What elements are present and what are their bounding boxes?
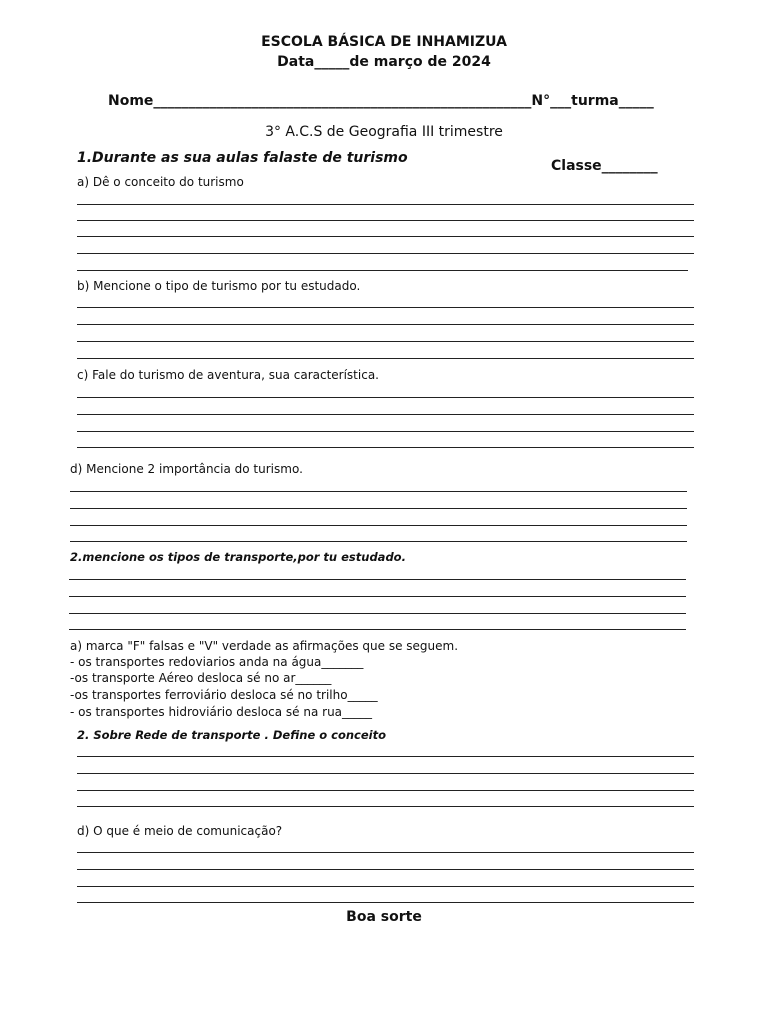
question-1b: b) Mencione o tipo de turismo por tu estudado. [77,279,361,293]
answer-line [77,869,694,870]
answer-line [77,270,688,271]
question-2-heading: 2.mencione os tipos de transporte,por tu estudado. [70,550,406,564]
answer-line [77,773,694,774]
closing-text: Boa sorte [346,909,422,925]
question-1c: c) Fale do turismo de aventura, sua característica. [77,368,379,382]
answer-line [77,236,694,237]
answer-line [77,204,694,205]
question-3-heading: 2. Sobre Rede de transporte . Define o conceito [77,728,387,742]
answer-line [77,431,694,432]
school-name: ESCOLA BÁSICA DE INHAMIZUA [261,34,507,50]
answer-line [77,341,694,342]
answer-line [70,508,687,509]
answer-line [77,220,694,221]
answer-line [70,525,687,526]
statement-2: -os transporte Aéreo desloca sé no ar______ [70,671,332,685]
question-1a: a) Dê o conceito do turismo [77,175,244,189]
name-number-class-line: Nome______________________________________________________N°___turma_____ [108,93,654,109]
date-line: Data_____de março de 2024 [277,54,491,70]
answer-line [77,307,694,308]
answer-line [69,629,686,630]
question-1-heading: 1.Durante as sua aulas falaste de turismo [77,150,408,166]
answer-line [69,579,686,580]
answer-line [77,358,694,359]
answer-line [77,806,694,807]
question-3d: d) O que é meio de comunicação? [77,824,283,838]
answer-line [70,491,687,492]
answer-line [69,596,686,597]
test-title: 3° A.C.S de Geografia III trimestre [265,124,503,140]
answer-line [77,447,694,448]
statement-4: - os transportes hidroviário desloca sé na rua_____ [70,705,373,719]
answer-line [77,902,694,903]
answer-line [77,397,694,398]
answer-line [77,886,694,887]
question-2a: a) marca "F" falsas e "V" verdade as afirmações que se seguem. [70,639,459,653]
answer-line [77,756,694,757]
question-1d: d) Mencione 2 importância do turismo. [70,462,303,476]
answer-line [77,253,694,254]
answer-line [77,414,694,415]
statement-1: - os transportes redoviarios anda na água_______ [70,655,364,669]
answer-line [77,852,694,853]
answer-line [77,790,694,791]
answer-line [70,541,687,542]
answer-line [77,324,694,325]
answer-line [69,613,686,614]
statement-3: -os transportes ferroviário desloca sé no trilho_____ [70,688,378,702]
class-line: Classe________ [551,158,658,174]
